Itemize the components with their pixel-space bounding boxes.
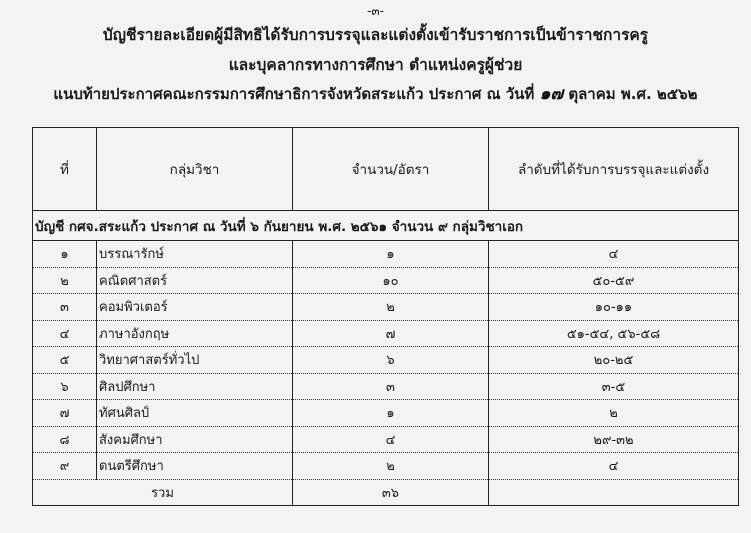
section-title: บัญชี กศจ.สระแก้ว ประกาศ ณ วันที่ ๖ กันยายน พ.ศ. ๒๕๖๑ จำนวน ๙ กลุ่มวิชาเอก	[33, 211, 739, 241]
table-row	[33, 267, 739, 294]
total-label: รวม	[33, 479, 293, 506]
row-subject: สังคมศึกษา	[97, 426, 293, 453]
row-count: ๓	[293, 373, 489, 400]
row-count: ๖	[293, 347, 489, 374]
row-order: ๒๙-๓๒	[489, 426, 739, 453]
header-no: ที่	[33, 128, 97, 211]
row-count: ๔	[293, 426, 489, 453]
announcement-prefix: แนบท้ายประกาศคณะกรรมการศึกษาธิการจังหวัดสระแก้ว ประกาศ ณ วันที่	[53, 85, 535, 103]
header-order: ลำดับที่ได้รับการบรรจุและแต่งตั้ง	[489, 128, 739, 211]
table-row	[33, 426, 739, 453]
row-subject: วิทยาศาสตร์ทั่วไป	[97, 347, 293, 374]
row-order: ๒	[489, 400, 739, 427]
document-subtitle: และบุคลากรทางการศึกษา ตำแหน่งครูผู้ช่วย	[228, 56, 523, 74]
table-row	[33, 373, 739, 400]
row-subject: ทัศนศิลป์	[97, 400, 293, 427]
row-count: ๒	[293, 294, 489, 321]
total-count: ๓๖	[293, 479, 489, 506]
appointment-table	[32, 127, 739, 506]
row-order: ๕๑-๕๔, ๕๖-๕๘	[489, 320, 739, 347]
table-header-row	[33, 128, 739, 211]
row-order: ๕๐-๕๙	[489, 267, 739, 294]
table-row	[33, 241, 739, 268]
row-no: ๘	[33, 426, 97, 453]
announcement-line	[0, 80, 751, 107]
table-row	[33, 400, 739, 427]
row-no: ๙	[33, 453, 97, 480]
row-subject: ศิลปศึกษา	[97, 373, 293, 400]
row-no: ๒	[33, 267, 97, 294]
header-subject: กลุ่มวิชา	[97, 128, 293, 211]
row-no: ๖	[33, 373, 97, 400]
row-subject: คอมพิวเตอร์	[97, 294, 293, 321]
table-row	[33, 294, 739, 321]
row-count: ๒	[293, 453, 489, 480]
row-count: ๗	[293, 320, 489, 347]
row-no: ๔	[33, 320, 97, 347]
row-order: ๓-๕	[489, 373, 739, 400]
row-subject: ดนตรีศึกษา	[97, 453, 293, 480]
header-count: จำนวน/อัตรา	[293, 128, 489, 211]
row-count: ๑	[293, 241, 489, 268]
total-row	[33, 479, 739, 506]
handwritten-day: ๑๗	[539, 84, 564, 104]
table-row	[33, 347, 739, 374]
announcement-suffix: ตุลาคม พ.ศ. ๒๕๖๒	[568, 85, 698, 103]
row-subject: บรรณารักษ์	[97, 241, 293, 268]
row-no: ๓	[33, 294, 97, 321]
row-no: ๗	[33, 400, 97, 427]
table-row	[33, 320, 739, 347]
row-subject: คณิตศาสตร์	[97, 267, 293, 294]
row-no: ๑	[33, 241, 97, 268]
table-row	[33, 453, 739, 480]
page-number: -๓-	[367, 4, 384, 18]
row-count: ๑๐	[293, 267, 489, 294]
row-count: ๑	[293, 400, 489, 427]
section-row	[33, 211, 739, 241]
row-order: ๒๐-๒๕	[489, 347, 739, 374]
row-no: ๕	[33, 347, 97, 374]
row-order: ๔	[489, 241, 739, 268]
total-order-empty	[489, 479, 739, 506]
row-subject: ภาษาอังกฤษ	[97, 320, 293, 347]
row-order: ๑๐-๑๑	[489, 294, 739, 321]
document-title: บัญชีรายละเอียดผู้มีสิทธิได้รับการบรรจุและแต่งตั้งเข้ารับราชการเป็นข้าราชการครู	[102, 26, 649, 44]
row-order: ๔	[489, 453, 739, 480]
